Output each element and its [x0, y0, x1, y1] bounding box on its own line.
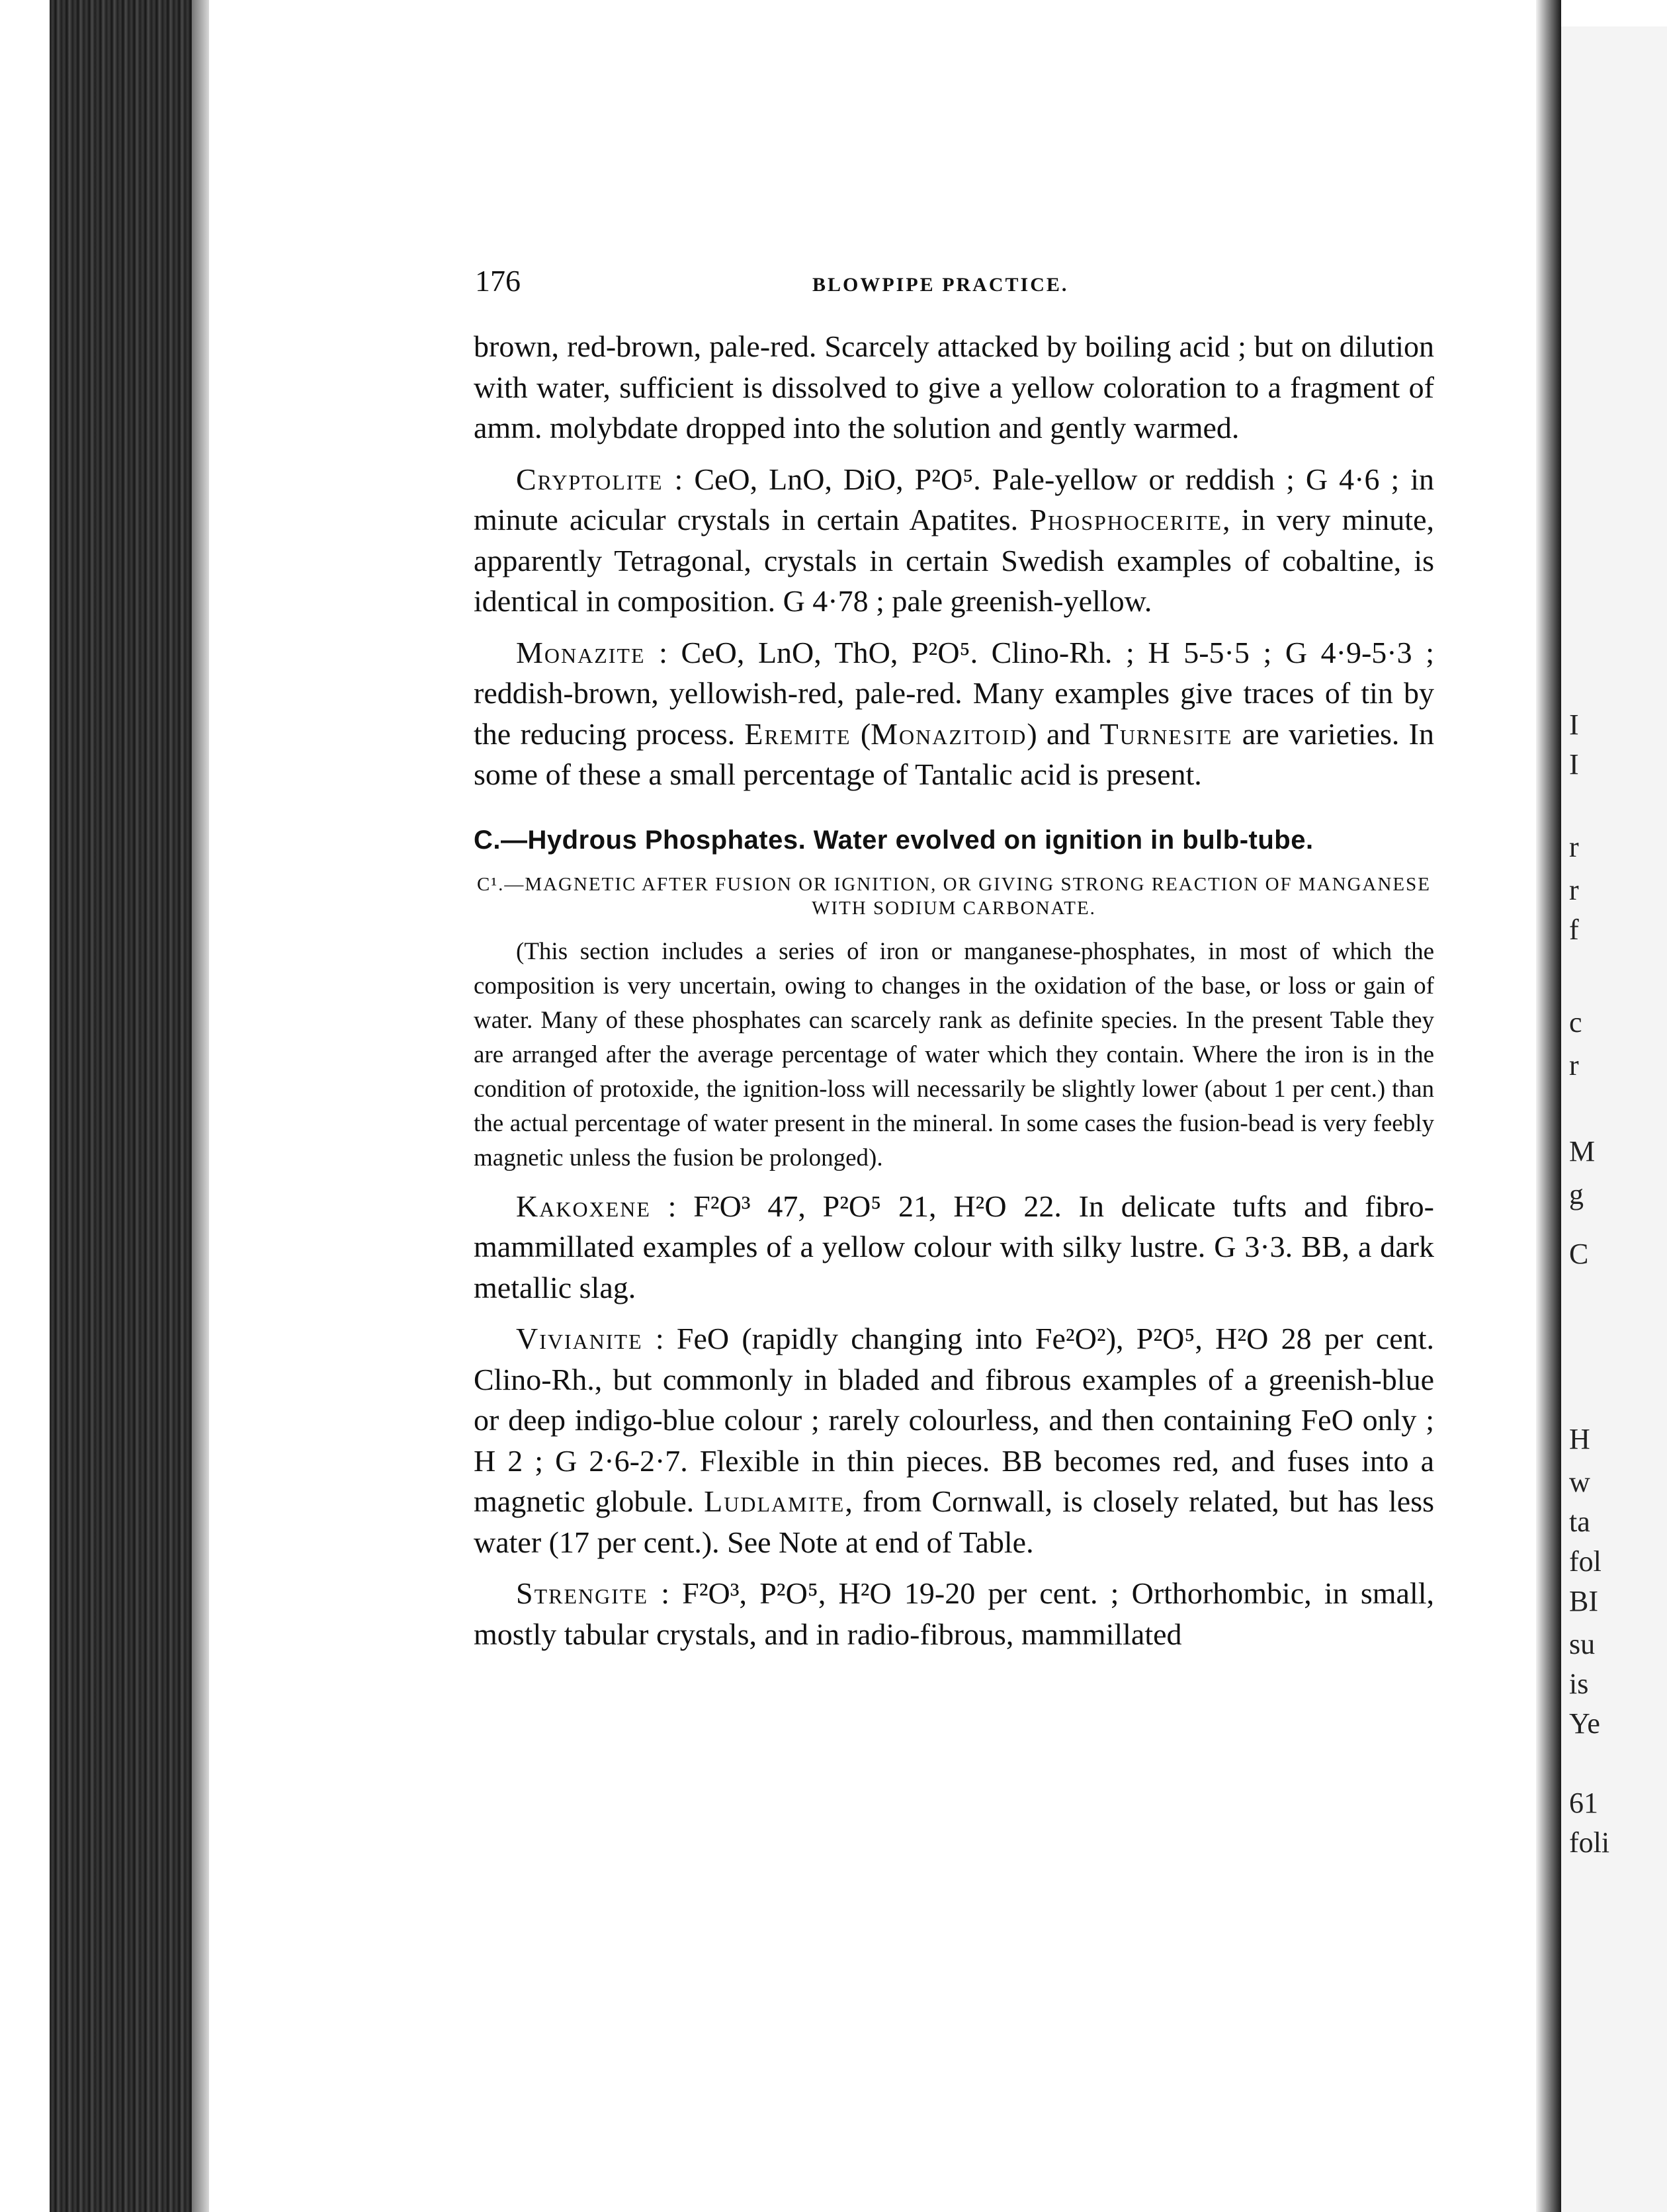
mineral-entry	[474, 1573, 1434, 1654]
fragment: ta	[1569, 1506, 1590, 1538]
fragment: f	[1569, 914, 1579, 946]
mineral-name: Turnesite	[1099, 716, 1233, 751]
fragment: C	[1569, 1238, 1589, 1270]
fragment: BI	[1569, 1585, 1598, 1617]
connector: ) and	[1027, 716, 1100, 751]
fragment: H	[1569, 1423, 1590, 1455]
fragment: I	[1569, 708, 1579, 741]
mineral-name: Vivianite	[516, 1322, 643, 1355]
mineral-name: Phosphocerite	[1029, 503, 1223, 536]
mineral-entry	[474, 632, 1434, 795]
mineral-name: Monazitoid	[871, 716, 1027, 751]
mineral-name: Ludlamite	[704, 1484, 845, 1518]
mineral-name: Kakoxene	[516, 1189, 651, 1223]
page-gutter	[1536, 0, 1561, 2212]
mineral-description: : FeO (rapidly changing into Fe²O²), P²O⁵, H²O 28 per cent. Clino-Rh., but commonly in bladed and fibrous examples of a greenish-blue or deep indigo-blue colour ; rarely colourless, and then containing FeO only ; H 2 ; G 2·6-2·7. Flexible in thin pieces. BB becomes red, and fuses into a magnetic globule.	[474, 1322, 1434, 1518]
page-number: 176	[475, 264, 521, 298]
mineral-name: Monazite	[516, 635, 646, 669]
mineral-entry	[474, 1318, 1434, 1562]
fragment: c	[1569, 1006, 1582, 1039]
fragment: r	[1569, 831, 1579, 863]
fragment: is	[1569, 1668, 1589, 1700]
punctuation: (	[851, 716, 871, 751]
fragment: foli	[1569, 1826, 1610, 1859]
fragment: Ye	[1569, 1707, 1600, 1740]
mineral-name: Cryptolite	[516, 462, 663, 496]
mineral-description: are varieties. In some of these a small percentage of Tantalic acid is present.	[474, 716, 1434, 791]
fragment: M	[1569, 1135, 1596, 1168]
mineral-name: Strengite	[516, 1576, 648, 1610]
page-edge-shadow	[192, 0, 209, 2212]
mineral-description: : F²O³ 47, P²O⁵ 21, H²O 22. In delicate tufts and fibro-mammillated examples of a yellow colour with silky lustre. G 3·3. BB, a dark metallic slag.	[474, 1189, 1434, 1304]
page-header	[475, 263, 1435, 310]
fragment: I	[1569, 748, 1579, 781]
mineral-name: Eremite	[744, 716, 851, 751]
mineral-description: , from Cornwall, is closely related, but has less water (17 per cent.). See Note at end of Table.	[474, 1484, 1435, 1559]
text-block	[474, 326, 1434, 1665]
fragment: 61	[1569, 1787, 1598, 1819]
mineral-description: : CeO, LnO, DiO, P²O⁵. Pale-yellow or reddish ; G 4·6 ; in minute acicular crystals in certain Apatites.	[474, 462, 1434, 536]
book-spine-shadow	[50, 0, 208, 2212]
subsection-heading: C¹.—MAGNETIC AFTER FUSION OR IGNITION, OR GIVING STRONG REACTION OF MANGANESE WITH SODIUM CARBONATE.	[477, 873, 1431, 919]
mineral-entry	[474, 1186, 1434, 1308]
mineral-description: : F²O³, P²O⁵, H²O 19-20 per cent. ; Orthorhombic, in small, mostly tabular crystals, and in radio-fibrous, mammillated	[474, 1576, 1435, 1651]
mineral-description: : CeO, LnO, ThO, P²O⁵. Clino-Rh. ; H 5-5·5 ; G 4·9-5·3 ; reddish-brown, yellowish-red, pale-red. Many examples give traces of tin by the reducing process.	[474, 635, 1435, 751]
fragment: w	[1569, 1466, 1590, 1498]
fragment: fol	[1569, 1545, 1602, 1578]
fragment: su	[1569, 1628, 1596, 1660]
adjacent-page	[1561, 26, 1667, 2212]
running-title: BLOWPIPE PRACTICE.	[812, 274, 1069, 296]
fragment: r	[1569, 1049, 1579, 1082]
section-note: (This section includes a series of iron or manganese-phosphates, in most of which the composition is very uncertain, owing to changes in the oxidation of the base, or loss or gain of water. Many of these phosphates can scarcely rank as definite species. In the present Table they are arranged after the average percentage of water which they contain. Where the iron is in the condition of protoxide, the ignition-loss will necessarily be slightly lower (about 1 per cent.) than the actual percentage of water present in the mineral. In some cases the fusion-bead is very feebly magnetic unless the fusion be prolonged).	[474, 937, 1434, 1171]
fragment: g	[1569, 1178, 1584, 1211]
paragraph: brown, red-brown, pale-red. Scarcely attacked by boiling acid ; but on dilution with water, sufficient is dissolved to give a yellow coloration to a fragment of amm. molybdate dropped into the solution and gently warmed.	[474, 329, 1434, 445]
mineral-entry	[474, 459, 1434, 622]
section-heading: C.—Hydrous Phosphates. Water evolved on ignition in bulb-tube.	[474, 825, 1314, 855]
mineral-description: , in very minute, apparently Tetragonal, crystals in certain Swedish examples of cobaltine, is identical in composition. G 4·78 ; pale greenish-yellow.	[474, 503, 1434, 618]
fragment: r	[1569, 874, 1579, 906]
